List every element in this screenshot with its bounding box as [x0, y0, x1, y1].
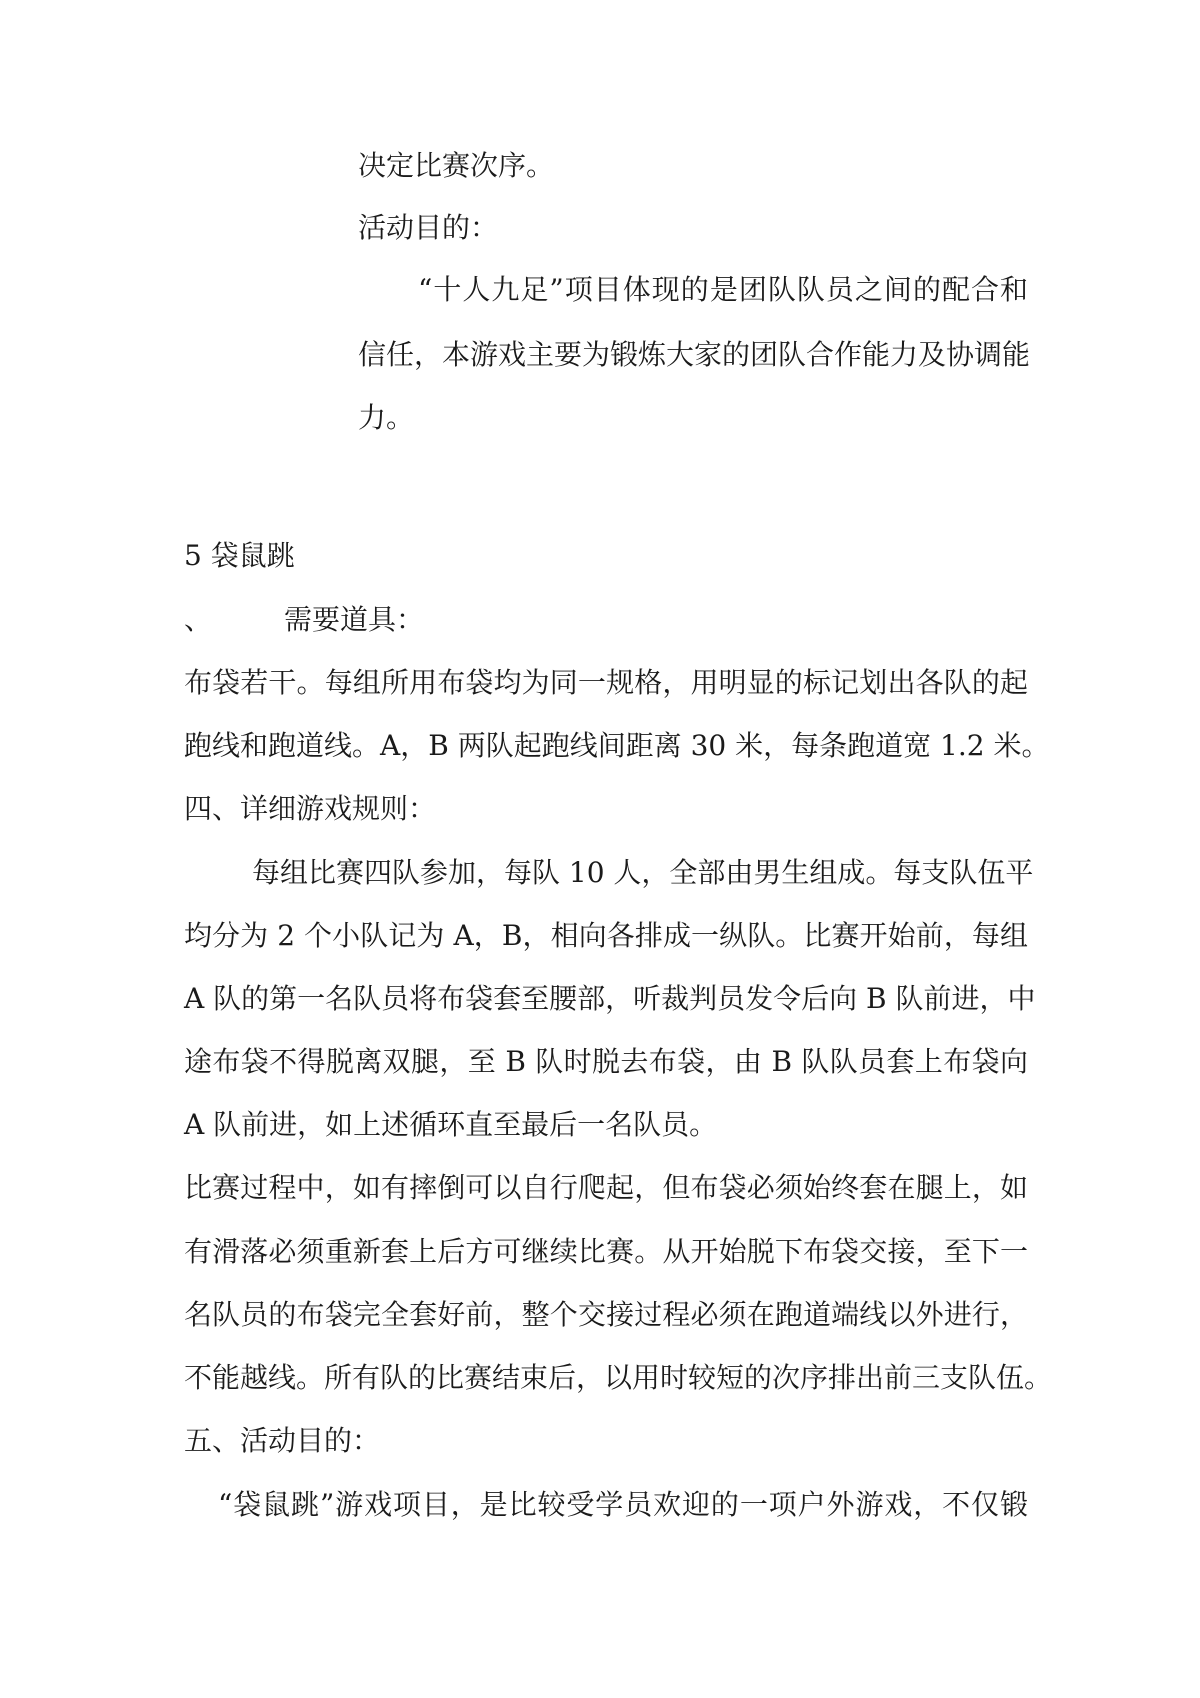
purpose-heading: 活动目的： — [358, 211, 499, 244]
text-line: 不能越线。所有队的比赛结束后，以用时较短的次序排出前三支队伍。 — [184, 1361, 1053, 1394]
text-line: 力。 — [358, 401, 415, 434]
text-line: “十人九足”项目体现的是团队队员之间的配合和 — [418, 273, 1028, 306]
purpose-heading: 五、活动目的： — [184, 1424, 381, 1457]
list-mark: 、 — [184, 603, 213, 636]
text-line: 途布袋不得脱离双腿，至 B 队时脱去布袋，由 B 队队员套上布袋向 — [184, 1045, 1028, 1078]
text-line: 信任，本游戏主要为锻炼大家的团队合作能力及协调能 — [358, 338, 1031, 371]
text-line: 每组比赛四队参加，每队 10 人，全部由男生组成。每支队伍平 — [252, 856, 1034, 889]
text-line: A 队的第一名队员将布袋套至腰部，听裁判员发令后向 B 队前进，中 — [184, 982, 1036, 1015]
section-title: 5 袋鼠跳 — [184, 539, 295, 572]
text-line: “袋鼠跳”游戏项目，是比较受学员欢迎的一项户外游戏，不仅锻 — [218, 1488, 1028, 1521]
text-line: 有滑落必须重新套上后方可继续比赛。从开始脱下布袋交接，至下一 — [184, 1235, 1028, 1268]
text-line: 均分为 2 个小队记为 A，B，相向各排成一纵队。比赛开始前，每组 — [184, 919, 1028, 952]
text-line: 布袋若干。每组所用布袋均为同一规格，用明显的标记划出各队的起 — [184, 666, 1028, 699]
rules-heading: 四、详细游戏规则： — [184, 792, 437, 825]
text-line: 比赛过程中，如有摔倒可以自行爬起，但布袋必须始终套在腿上，如 — [184, 1171, 1028, 1204]
text-line: 跑线和跑道线。A，B 两队起跑线间距离 30 米，每条跑道宽 1.2 米。 — [184, 729, 1050, 762]
text-line: 决定比赛次序。 — [358, 149, 555, 182]
props-heading: 需要道具： — [284, 603, 425, 636]
text-line: 名队员的布袋完全套好前，整个交接过程必须在跑道端线以外进行， — [184, 1298, 1028, 1331]
text-line: A 队前进，如上述循环直至最后一名队员。 — [184, 1108, 718, 1141]
